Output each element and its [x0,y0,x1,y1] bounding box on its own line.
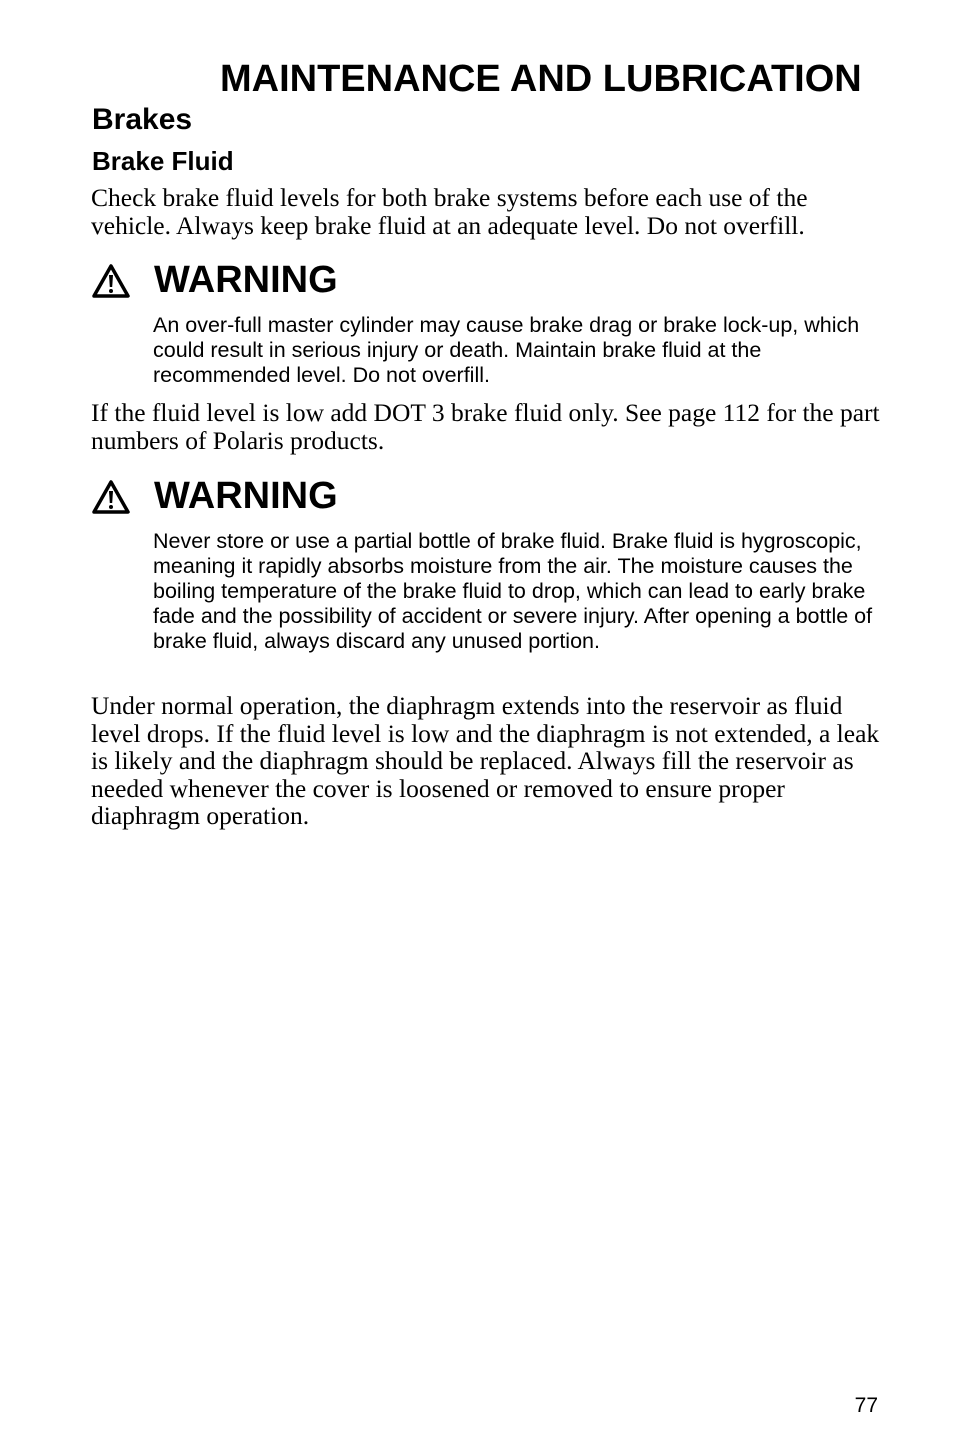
intro-paragraph-text: Check brake fluid levels for both brake systems before each use of the vehicle. Always keep brake fluid at an adequate level. Do not overfill. [91,183,808,240]
warning-header-1 [92,258,692,302]
intro-paragraph [91,184,891,239]
warning-label-1: WARNING [154,259,338,301]
page-number: 77 [854,1394,878,1417]
chapter-title: MAINTENANCE AND LUBRICATION [220,58,862,100]
warning-label-2: WARNING [154,475,338,517]
warning-header-2 [92,474,692,518]
warning-text-2: Never store or use a partial bottle of brake fluid. Brake fluid is hygroscopic, meaning it rapidly absorbs moisture from the air. The moisture causes the boiling temperature of the brake fluid to drop, which can lead to early brake fade and the possibility of accident or severe injury. After opening a bottle of brake fluid, always discard any unused portion. [153,529,873,653]
warning-triangle-icon [92,264,130,298]
middle-paragraph-text: If the fluid level is low add DOT 3 brake fluid only. See page 112 for the part numbers of Polaris products. [91,398,880,455]
closing-paragraph-text: Under normal operation, the diaphragm extends into the reservoir as fluid level drops. If the fluid level is low and the diaphragm is not extended, a leak is likely and the diaphragm should be replaced. Always fill the reservoir as needed whenever the cover is loosened or removed to ensure proper diaphragm operation. [91,691,880,830]
warning-text-1: An over-full master cylinder may cause brake drag or brake lock-up, which could result in serious injury or death. Maintain brake fluid at the recommended level. Do not overfill. [153,313,860,387]
section-title: Brakes [92,103,193,136]
subsection-title: Brake Fluid [92,146,234,176]
middle-paragraph [91,399,891,454]
warning-triangle-icon [92,480,130,514]
closing-paragraph [91,692,891,830]
